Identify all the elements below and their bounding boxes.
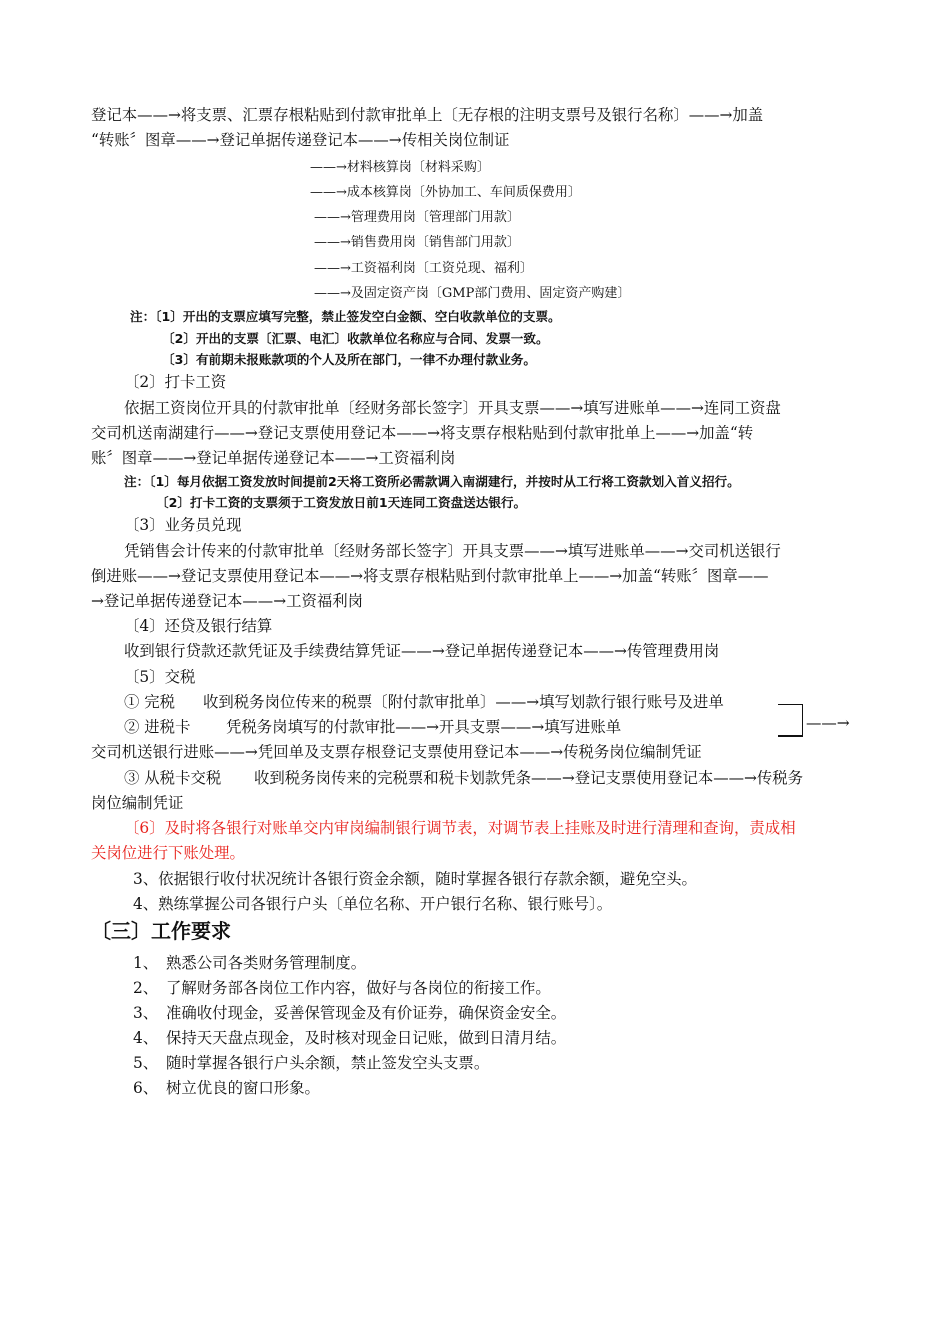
note-1: 注：〔1〕开出的支票应填写完整，禁止签发空白金额、空白收款单位的支票。 xyxy=(130,309,561,324)
loan-title: 〔4〕还贷及银行结算 xyxy=(124,617,273,635)
req-6-text: 树立优良的窗口形象。 xyxy=(166,1079,320,1097)
req-4-text: 保持天天盘点现金，及时核对现金日记账，做到日清月结。 xyxy=(166,1029,567,1047)
branch-material: ——→材料核算岗〔材料采购〕 xyxy=(310,160,490,175)
branch-payroll: ——→工资福利岗〔工资兑现、福利〕 xyxy=(314,261,533,276)
loan-line: 收到银行贷款还款凭证及手续费结算凭证——→登记单据传递登记本——→传管理费用岗 xyxy=(124,642,720,660)
branch-admin: ——→管理费用岗〔管理部门用款〕 xyxy=(314,210,520,225)
salesman-line-2: 倒进账——→登记支票使用登记本——→将支票存根粘贴到付款审批单上——→加盖“转账〞图章—— xyxy=(91,567,769,585)
req-1-num: 1、 xyxy=(133,954,159,972)
tax-item-1-label: ① 完税 xyxy=(124,693,176,711)
req-4-num: 4、 xyxy=(133,1029,159,1047)
req-5-text: 随时掌握各银行户头余额，禁止签发空头支票。 xyxy=(166,1054,490,1072)
tax-title: 〔5〕交税 xyxy=(124,668,196,686)
flow-line-1: 登记本——→将支票、汇票存根粘贴到付款审批单上〔无存根的注明支票号及银行名称〕——→加盖 xyxy=(91,106,764,124)
bracket-arrow: ——→ xyxy=(806,714,850,732)
req-3-text: 准确收付现金，妥善保管现金及有价证券，确保资金安全。 xyxy=(166,1004,567,1022)
branch-sales: ——→销售费用岗〔销售部门用款〕 xyxy=(314,235,520,250)
item-6-line-1: 〔6〕及时将各银行对账单交内审岗编制银行调节表，对调节表上挂账及时进行清理和查询，责成相 xyxy=(124,819,796,837)
req-6-num: 6、 xyxy=(133,1079,159,1097)
tax-item-1-text: 收到税务岗位传来的税票〔附付款审批单〕——→填写划款行银行账号及进单 xyxy=(203,693,724,711)
item-6-line-2: 关岗位进行下账处理。 xyxy=(91,844,245,862)
req-3-num: 3、 xyxy=(133,1004,159,1022)
tax-item-2-text: 凭税务岗填写的付款审批——→开具支票——→填写进账单 xyxy=(226,718,622,736)
salesman-line-1: 凭销售会计传来的付款审批单〔经财务部长签字〕开具支票——→填写进账单——→交司机送银行 xyxy=(124,542,781,560)
tax-item-3-cont: 岗位编制凭证 xyxy=(91,794,184,812)
note-2: 〔2〕开出的支票〔汇票、电汇〕收款单位名称应与合同、发票一致。 xyxy=(162,331,549,346)
payroll-title: 〔2〕打卡工资 xyxy=(124,373,227,391)
branch-fixed-assets: ——→及固定资产岗〔GMP部门费用、固定资产购建〕 xyxy=(314,286,631,301)
payroll-line-1: 依据工资岗位开具的付款审批单〔经财务部长签字〕开具支票——→填写进账单——→连同工资盘 xyxy=(124,399,781,417)
payroll-line-2: 交司机送南湖建行——→登记支票使用登记本——→将支票存根粘贴到付款审批单上——→加盖“转 xyxy=(91,424,754,442)
tax-item-2-label: ② 进税卡 xyxy=(124,718,191,736)
item-4: 4、熟练掌握公司各银行户头〔单位名称、开户银行名称、银行账号〕。 xyxy=(133,895,613,913)
item-3: 3、依据银行收付状况统计各银行资金余额，随时掌握各银行存款余额，避免空头。 xyxy=(133,870,697,888)
req-2-text: 了解财务部各岗位工作内容，做好与各岗位的衔接工作。 xyxy=(166,979,551,997)
section-3-heading: 〔三〕工作要求 xyxy=(91,919,231,943)
salesman-line-3: →登记单据传递登记本——→工资福利岗 xyxy=(91,592,364,610)
note-3: 〔3〕有前期未报账款项的个人及所在部门，一律不办理付款业务。 xyxy=(162,352,536,367)
branch-cost: ——→成本核算岗〔外协加工、车间质保费用〕 xyxy=(310,185,581,200)
flow-line-2: “转账〞图章——→登记单据传递登记本——→传相关岗位制证 xyxy=(91,131,510,149)
tax-item-3-text: 收到税务岗传来的完税票和税卡划款凭条——→登记支票使用登记本——→传税务 xyxy=(254,769,804,787)
req-5-num: 5、 xyxy=(133,1054,159,1072)
payroll-line-3: 账〞图章——→登记单据传递登记本——→工资福利岗 xyxy=(91,449,456,467)
salesman-title: 〔3〕业务员兑现 xyxy=(124,516,242,534)
tax-item-3-label: ③ 从税卡交税 xyxy=(124,769,222,787)
tax-cont-line: 交司机送银行进账——→凭回单及支票存根登记支票使用登记本——→传税务岗位编制凭证 xyxy=(91,743,702,761)
req-1-text: 熟悉公司各类财务管理制度。 xyxy=(166,954,367,972)
bracket-icon xyxy=(778,704,803,737)
payroll-note-1: 注：〔1〕每月依据工资发放时间提前2天将工资所必需款调入南湖建行，并按时从工行将工资款划入首义招行。 xyxy=(124,474,740,489)
payroll-note-2: 〔2〕打卡工资的支票须于工资发放日前1天连同工资盘送达银行。 xyxy=(156,495,527,510)
req-2-num: 2、 xyxy=(133,979,159,997)
